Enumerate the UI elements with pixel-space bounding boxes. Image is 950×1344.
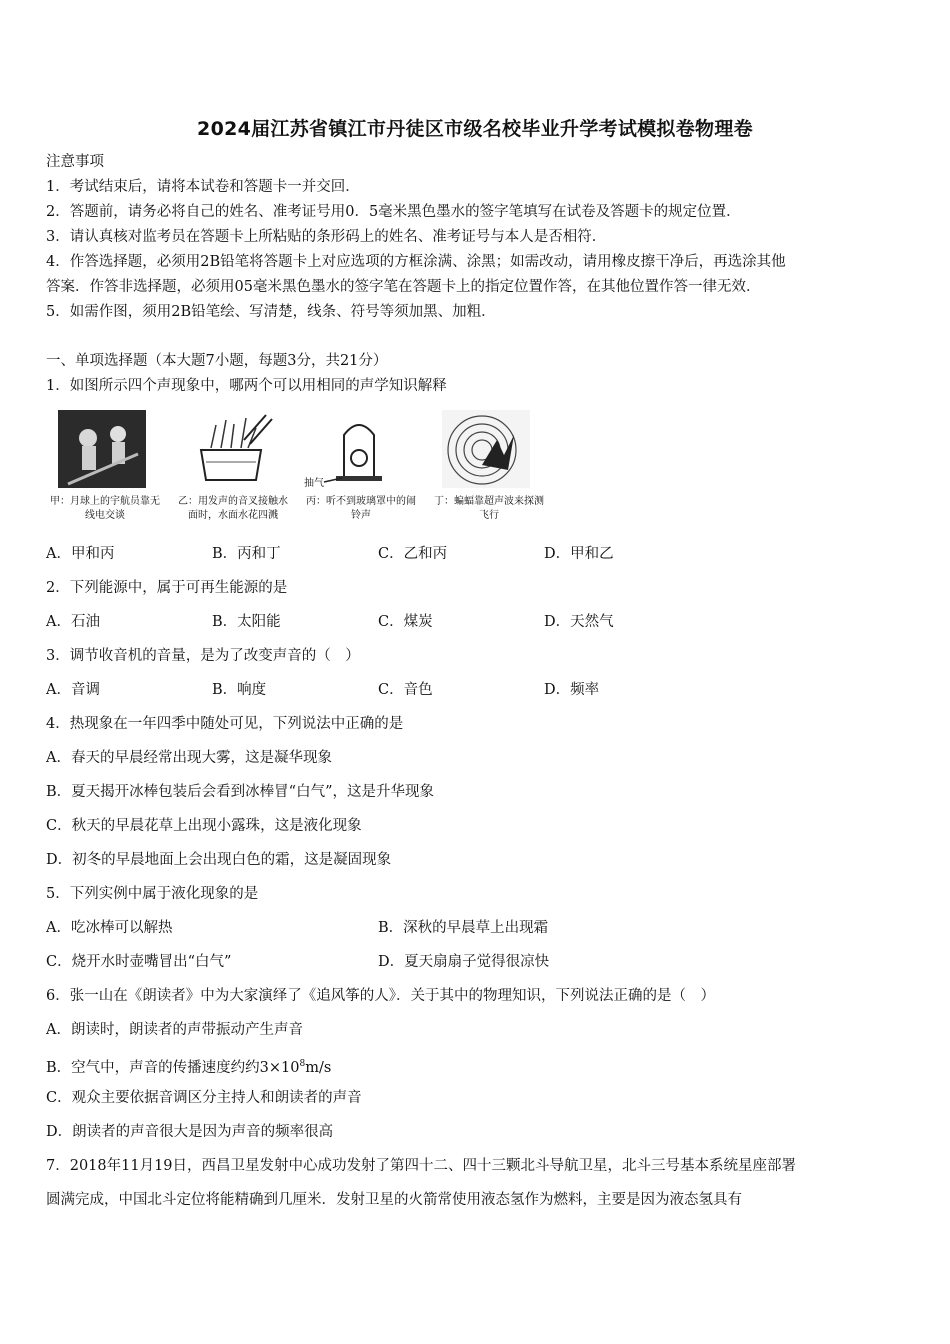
question-2-stem: 2．下列能源中，属于可再生能源的是 bbox=[46, 580, 288, 596]
answer-option[interactable]: A．春天的早晨经常出现大雾，这是凝华现象 bbox=[46, 750, 332, 766]
answer-option[interactable]: D．夏天扇扇子觉得很凉快 bbox=[378, 954, 550, 970]
exponent: 8 bbox=[299, 1059, 306, 1069]
answer-option[interactable]: A．甲和丙 bbox=[46, 546, 115, 562]
unit: m/s bbox=[305, 1059, 332, 1076]
answer-option[interactable]: C．乙和丙 bbox=[378, 546, 448, 562]
figure-caption: 丙：听不到玻璃罩中的闹铃声 bbox=[306, 496, 416, 521]
bat-ultrasound-picture bbox=[442, 410, 532, 490]
answer-option[interactable]: D．初冬的早晨地面上会出现白色的霜，这是凝固现象 bbox=[46, 852, 392, 868]
answer-option[interactable]: A．朗读时，朗读者的声带振动产生声音 bbox=[46, 1022, 303, 1038]
figure-caption: 乙：用发声的音叉接触水面时，水面水花四溅 bbox=[178, 496, 288, 521]
notice-item: 4．作答选择题，必须用2B铅笔将答题卡上对应选项的方框涂满、涂黑；如需改动，请用橡皮擦干净后，再选涂其他 bbox=[46, 254, 786, 270]
answer-option[interactable]: D．朗读者的声音很大是因为声音的频率很高 bbox=[46, 1124, 334, 1140]
answer-option[interactable]: B．深秋的早晨草上出现霜 bbox=[378, 920, 549, 936]
answer-option[interactable]: D．天然气 bbox=[544, 614, 614, 630]
answer-option[interactable]: C．烧开水时壶嘴冒出“白气” bbox=[46, 954, 232, 970]
figure-jia bbox=[46, 410, 164, 532]
answer-option[interactable]: B．响度 bbox=[212, 682, 267, 698]
answer-option[interactable]: C．煤炭 bbox=[378, 614, 433, 630]
answer-option[interactable]: A．吃冰棒可以解热 bbox=[46, 920, 173, 936]
notice-item: 3．请认真核对监考员在答题卡上所粘贴的条形码上的姓名、准考证号与本人是否相符． bbox=[46, 229, 607, 245]
notice-item: 1．考试结束后，请将本试卷和答题卡一并交回． bbox=[46, 179, 360, 195]
answer-option[interactable]: D．甲和乙 bbox=[544, 546, 614, 562]
tuning-fork-water-picture bbox=[186, 410, 276, 490]
figure-caption: 甲：月球上的宇航员靠无线电交谈 bbox=[50, 496, 160, 521]
answer-option[interactable]: B．夏天揭开冰棒包装后会看到冰棒冒“白气”，这是升华现象 bbox=[46, 784, 434, 800]
pump-label: 抽气 bbox=[304, 478, 324, 489]
figure-bing bbox=[302, 410, 420, 532]
answer-option[interactable]: A．音调 bbox=[46, 682, 100, 698]
question-3-stem: 3．调节收音机的音量，是为了改变声音的（ ） bbox=[46, 648, 360, 664]
answer-option[interactable] bbox=[46, 1054, 331, 1078]
notice-item: 2．答题前，请务必将自己的姓名、准考证号用0．5毫米黑色墨水的签字笔填写在试卷及答题卡的规定位置． bbox=[46, 204, 741, 220]
astronaut-picture bbox=[58, 410, 148, 490]
section-heading: 一、单项选择题（本大题7小题，每题3分，共21分） bbox=[46, 353, 388, 369]
answer-option[interactable]: B．丙和丁 bbox=[212, 546, 281, 562]
answer-option[interactable]: A．石油 bbox=[46, 614, 100, 630]
option-b-text: B．空气中，声音的传播速度约约3×10 bbox=[46, 1059, 300, 1076]
question-1-figures bbox=[46, 410, 546, 532]
page-title: 2024届江苏省镇江市丹徒区市级名校毕业升学考试模拟卷物理卷 bbox=[197, 118, 753, 140]
notice-heading: 注意事项 bbox=[46, 154, 104, 170]
answer-option[interactable]: B．太阳能 bbox=[212, 614, 281, 630]
answer-option[interactable]: C．秋天的早晨花草上出现小露珠，这是液化现象 bbox=[46, 818, 362, 834]
question-4-stem: 4．热现象在一年四季中随处可见，下列说法中正确的是 bbox=[46, 716, 404, 732]
bell-jar-picture bbox=[314, 410, 404, 490]
notice-item: 5．如需作图，须用2B铅笔绘、写清楚，线条、符号等须加黑、加粗． bbox=[46, 304, 496, 320]
answer-option[interactable]: D．频率 bbox=[544, 682, 600, 698]
figure-caption: 丁：蝙蝠靠超声波来探测飞行 bbox=[434, 496, 544, 521]
figure-yi bbox=[174, 410, 292, 532]
answer-option[interactable]: C．观众主要依据音调区分主持人和朗读者的声音 bbox=[46, 1090, 362, 1106]
question-5-stem: 5．下列实例中属于液化现象的是 bbox=[46, 886, 259, 902]
answer-option[interactable]: C．音色 bbox=[378, 682, 433, 698]
question-7-stem-cont: 圆满完成，中国北斗定位将能精确到几厘米．发射卫星的火箭常使用液态氢作为燃料，主要是因为液态氢具有 bbox=[46, 1192, 742, 1208]
figure-ding bbox=[430, 410, 548, 532]
question-1-stem: 1．如图所示四个声现象中，哪两个可以用相同的声学知识解释 bbox=[46, 378, 447, 394]
notice-item: 答案．作答非选择题，必须用05毫米黑色墨水的签字笔在答题卡上的指定位置作答，在其他位置作答一律无效． bbox=[46, 279, 761, 295]
question-6-stem: 6．张一山在《朗读者》中为大家演绎了《追风筝的人》．关于其中的物理知识，下列说法正确的是（ ） bbox=[46, 988, 715, 1004]
question-7-stem: 7．2018年11月19日，西昌卫星发射中心成功发射了第四十二、四十三颗北斗导航卫星，北斗三号基本系统星座部署 bbox=[46, 1158, 797, 1174]
